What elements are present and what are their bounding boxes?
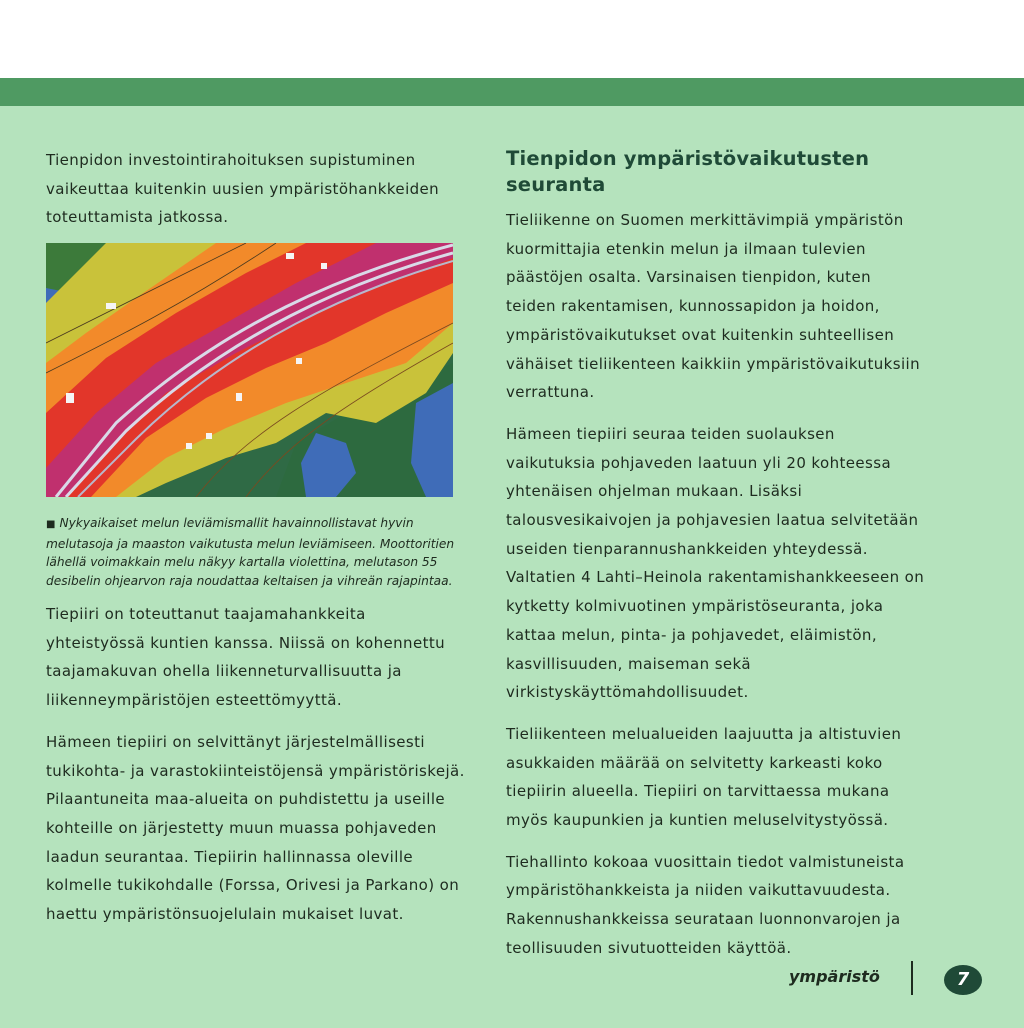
intro-paragraph: Tienpidon investointirahoituksen supistuminen vaikeuttaa kuitenkin uusien ympäristöhankkeiden toteuttamista jatkossa. [46,151,440,227]
left-column-lower [46,600,466,929]
left-paragraph-1: Tiepiiri on toteuttanut taajamahankkeita yhteistyössä kuntien kanssa. Niissä on kohennettu taajamakuvan ohella liikenneturvallisuutta ja liikenneympäristöjen esteettömyyttä. [46,605,446,710]
caption-text: Nykyaikaiset melun leviämismallit havainnollistavat hyvin melutasoja ja maaston vaikutusta melun leviämiseen. Moottoritien lähellä voimakkain melu näkyy kartalla violettina, melutason 55 desibelin ohjearvon raja noudattaa keltaisen ja vihreän rajapintaa. [46,516,455,588]
map-caption [46,514,466,590]
footer-divider [911,961,913,995]
right-paragraph-2: Hämeen tiepiiri seuraa teiden suolauksen vaikutuksia pohjaveden laatuun yli 20 kohteessa yhtenäisen ohjelman mukaan. Lisäksi talousvesikaivojen ja pohjavesien laatua selvitetään useiden tienparannushankkeiden yhteydessä. Valtatien 4 Lahti–Heinola rakentamishankkeeseen on kytketty kolmivuotinen ympäristöseuranta, joka kattaa melun, pinta- ja pohjavedet, eläimistön, kasvillisuuden, maiseman sekä virkistyskäyttömahdollisuudet. [506,424,925,702]
right-column [506,146,926,963]
top-margin [0,0,1024,78]
page-number-badge: 7 [944,965,982,995]
header-band [0,78,1024,106]
noise-map-graphic [46,243,453,497]
footer-section-word: ympäristö [789,967,880,986]
right-paragraph-3: Tieliikenteen melualueiden laajuutta ja altistuvien asukkaiden määrää on selvitetty karkeasti koko tiepiirin alueella. Tiepiiri on tarvittaessa mukana myös kaupunkien ja kuntien meluselvitystyössä. [506,724,902,830]
right-paragraph-1: Tieliikenne on Suomen merkittävimpiä ympäristön kuormittajia etenkin melun ja ilmaan tulevien päästöjen osalta. Varsinaisen tienpidon, kuten teiden rakentamisen, kunnossapidon ja hoidon, ympäristövaikutukset ovat kuitenkin suhteellisen vähäiset tieliikenteen kaikkiin ympäristövaikutuksiin verrattuna. [506,211,920,402]
noise-map-image [46,243,453,497]
left-column [46,146,466,232]
left-paragraph-2: Hämeen tiepiiri on selvittänyt järjestelmällisesti tukikohta- ja varastokiinteistöjensä ympäristöriskejä. Pilaantuneita maa-alueita on puhdistettu ja useille kohteille on järjestetty muun muassa pohjaveden laadun seurantaa. Tiepiirin hallinnassa oleville kolmelle tukikohdalle (Forssa, Orivesi ja Parkano) on haettu ympäristönsuojelulain mukaiset luvat. [46,732,465,924]
section-heading: Tienpidon ympäristövaikutusten seuranta [506,147,870,196]
right-paragraph-4: Tiehallinto kokoaa vuosittain tiedot valmistuneista ympäristöhankkeista ja niiden vaikuttavuudesta. Rakennushankkeissa seurataan luonnonvarojen ja teollisuuden sivutuotteiden käyttöä. [506,852,905,957]
bullet-square-icon: ■ [46,519,56,530]
